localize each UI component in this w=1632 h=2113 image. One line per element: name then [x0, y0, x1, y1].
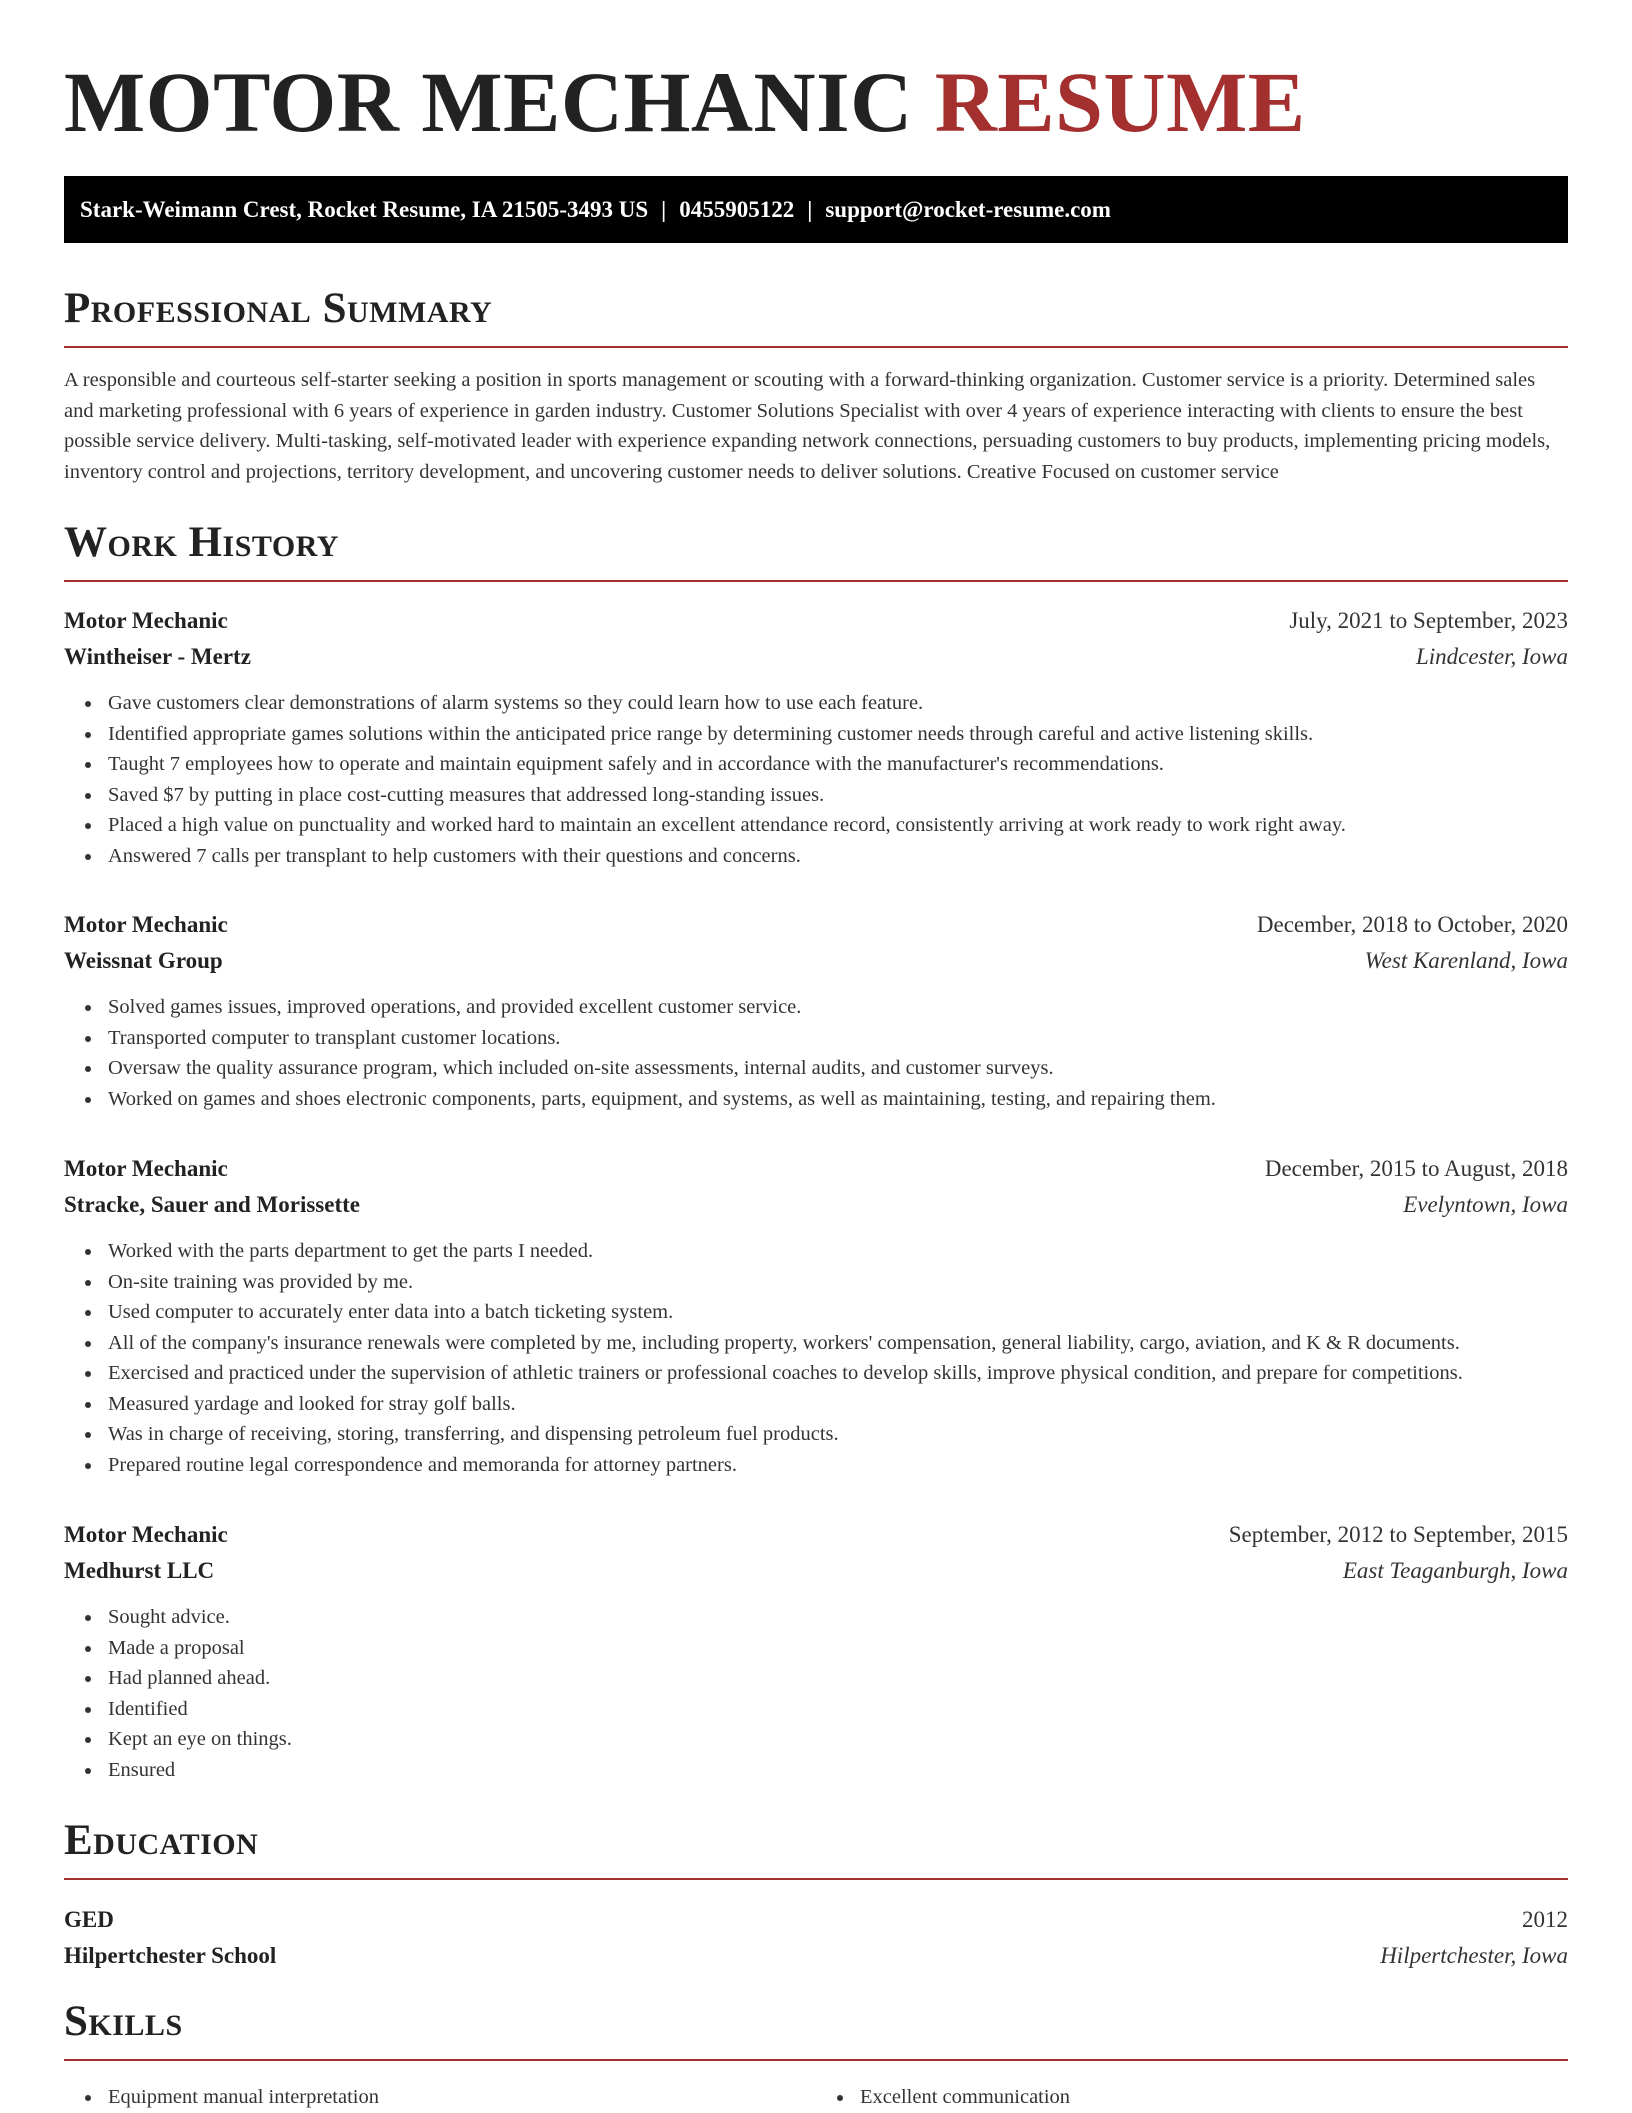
job-location: West Karenland, Iowa — [1364, 948, 1568, 973]
job-company: Weissnat Group — [64, 948, 223, 973]
job-title: Motor Mechanic — [64, 608, 228, 633]
job-entry — [64, 603, 1568, 871]
education-header-row — [64, 1902, 1568, 1938]
job-header-row — [64, 1151, 1568, 1187]
skills-column-right — [816, 2082, 1568, 2113]
job-bullet: Measured yardage and looked for stray golf balls. — [108, 1389, 1568, 1420]
job-entry — [64, 1517, 1568, 1785]
job-company-row — [64, 639, 1568, 675]
job-company: Stracke, Sauer and Morissette — [64, 1192, 360, 1217]
job-bullet: Answered 7 calls per transplant to help customers with their questions and concerns. — [108, 841, 1568, 872]
education-school: Hilpertchester School — [64, 1943, 277, 1968]
job-company-row — [64, 1553, 1568, 1589]
job-company: Wintheiser - Mertz — [64, 644, 251, 669]
resume-title — [64, 0, 1568, 152]
job-bullets — [64, 688, 1568, 871]
contact-bar — [64, 176, 1568, 243]
education-year: 2012 — [1522, 1907, 1568, 1932]
contact-separator: | — [661, 197, 667, 222]
education-degree: GED — [64, 1907, 114, 1932]
job-bullet: Gave customers clear demonstrations of alarm systems so they could learn how to use each feature. — [108, 688, 1568, 719]
job-bullet: All of the company's insurance renewals were completed by me, including property, workers' compensation, general liability, cargo, aviation, and K & R documents. — [108, 1328, 1568, 1359]
contact-address: Stark-Weimann Crest, Rocket Resume, IA 21505-3493 US — [80, 197, 649, 222]
job-entry — [64, 907, 1568, 1114]
skill-item: Equipment manual interpretation — [108, 2082, 816, 2113]
skills-column-left — [64, 2082, 816, 2113]
job-location: East Teaganburgh, Iowa — [1342, 1558, 1568, 1583]
job-company: Medhurst LLC — [64, 1558, 215, 1583]
education-location: Hilpertchester, Iowa — [1380, 1943, 1568, 1968]
section-title-education: Education — [64, 1816, 1568, 1880]
job-bullet: Identified appropriate games solutions within the anticipated price range by determining customer needs through careful and active listening skills. — [108, 719, 1568, 750]
section-title-skills: Skills — [64, 1997, 1568, 2061]
job-bullets — [64, 1602, 1568, 1785]
job-dates: September, 2012 to September, 2015 — [1228, 1522, 1568, 1547]
section-title-summary: Professional Summary — [64, 284, 1568, 348]
job-title: Motor Mechanic — [64, 912, 228, 937]
job-bullet: Sought advice. — [108, 1602, 1568, 1633]
job-bullet: Ensured — [108, 1755, 1568, 1786]
education-entry — [64, 1902, 1568, 1974]
job-company-row — [64, 1187, 1568, 1223]
contact-phone: 0455905122 — [679, 197, 795, 222]
job-bullet: Worked with the parts department to get the parts I needed. — [108, 1236, 1568, 1267]
job-bullet: Solved games issues, improved operations, and provided excellent customer service. — [108, 992, 1568, 1023]
job-title: Motor Mechanic — [64, 1522, 228, 1547]
job-dates: December, 2015 to August, 2018 — [1264, 1156, 1568, 1181]
job-bullet: Worked on games and shoes electronic components, parts, equipment, and systems, as well as maintaining, testing, and repairing them. — [108, 1084, 1568, 1115]
job-bullet: Exercised and practiced under the supervision of athletic trainers or professional coaches to develop skills, improve physical condition, and prepare for competitions. — [108, 1358, 1568, 1389]
job-entry — [64, 1151, 1568, 1480]
professional-summary: A responsible and courteous self-starter seeking a position in sports management or scouting with a forward-thinking organization. Customer service is a priority. Determined sales and marketing professional with 6 years of experience in garden industry. Customer Solutions Specialist with over 4 years of experience interacting with clients to ensure the best possible service delivery. Multi-tasking, self-motivated leader with experience expanding network connections, persuading customers to buy products, implementing pricing models, inventory control and projections, territory development, and uncovering customer needs to deliver solutions. Creative Focused on customer service — [64, 369, 1551, 483]
skill-item: Excellent communication — [860, 2082, 1568, 2113]
job-bullet: On-site training was provided by me. — [108, 1267, 1568, 1298]
job-bullet: Made a proposal — [108, 1633, 1568, 1664]
job-header-row — [64, 907, 1568, 943]
job-bullet: Placed a high value on punctuality and worked hard to maintain an excellent attendance record, consistently arriving at work ready to work right away. — [108, 810, 1568, 841]
job-bullet: Taught 7 employees how to operate and maintain equipment safely and in accordance with the manufacturer's recommendations. — [108, 749, 1568, 780]
education-school-row — [64, 1938, 1568, 1974]
job-bullet: Saved $7 by putting in place cost-cutting measures that addressed long-standing issues. — [108, 780, 1568, 811]
job-bullet: Prepared routine legal correspondence and memoranda for attorney partners. — [108, 1450, 1568, 1481]
title-main: MOTOR MECHANIC — [64, 54, 913, 150]
title-accent: RESUME — [934, 54, 1306, 150]
job-bullet: Was in charge of receiving, storing, transferring, and dispensing petroleum fuel products. — [108, 1419, 1568, 1450]
job-bullet: Identified — [108, 1694, 1568, 1725]
contact-separator: | — [807, 197, 813, 222]
skills-list — [64, 2082, 1568, 2113]
section-title-work-history: Work History — [64, 518, 1568, 582]
job-header-row — [64, 1517, 1568, 1553]
job-bullets — [64, 1236, 1568, 1480]
job-location: Lindcester, Iowa — [1415, 644, 1568, 669]
resume-page — [64, 0, 1568, 2108]
job-bullet: Kept an eye on things. — [108, 1724, 1568, 1755]
job-bullet: Oversaw the quality assurance program, which included on-site assessments, internal audits, and customer surveys. — [108, 1053, 1568, 1084]
job-bullet: Transported computer to transplant customer locations. — [108, 1023, 1568, 1054]
job-bullet: Had planned ahead. — [108, 1663, 1568, 1694]
job-dates: December, 2018 to October, 2020 — [1256, 912, 1568, 937]
job-location: Evelyntown, Iowa — [1403, 1192, 1568, 1217]
job-company-row — [64, 943, 1568, 979]
contact-email: support@rocket-resume.com — [825, 197, 1111, 222]
job-dates: July, 2021 to September, 2023 — [1289, 608, 1568, 633]
job-bullets — [64, 992, 1568, 1114]
job-title: Motor Mechanic — [64, 1156, 228, 1181]
job-bullet: Used computer to accurately enter data into a batch ticketing system. — [108, 1297, 1568, 1328]
job-header-row — [64, 603, 1568, 639]
